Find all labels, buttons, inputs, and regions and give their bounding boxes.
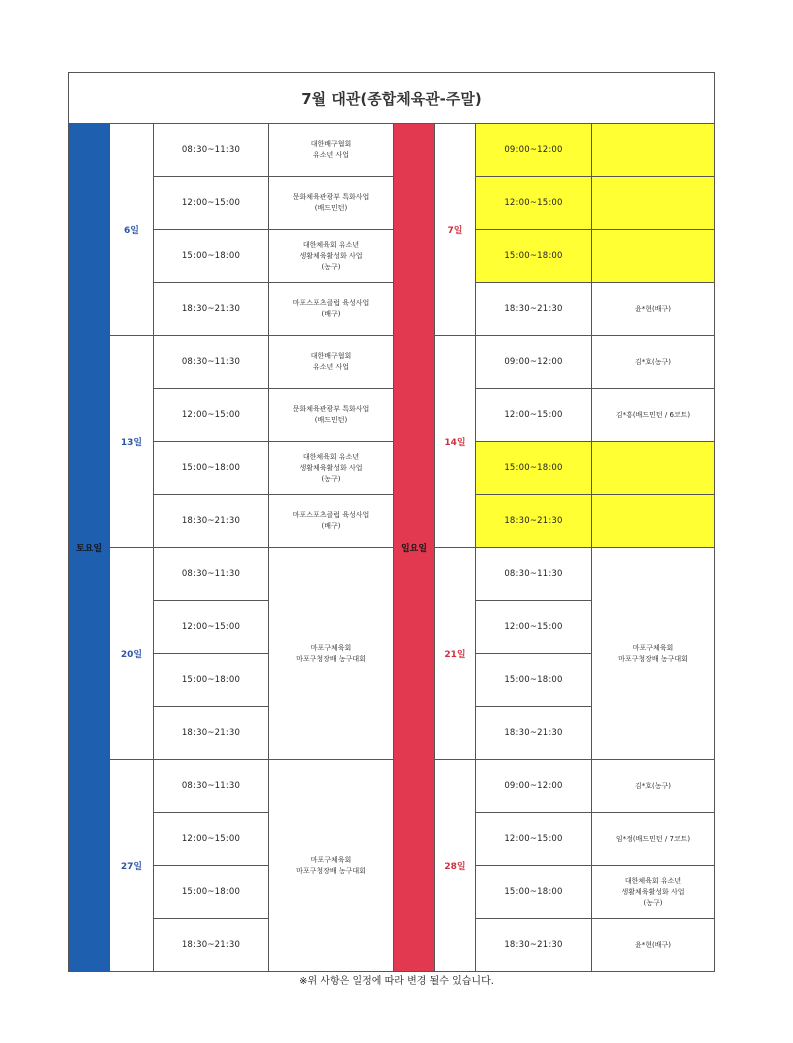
time-slot: 18:30~21:30 xyxy=(154,707,269,760)
time-slot: 08:30~11:30 xyxy=(476,548,592,601)
saturday-date: 20일 xyxy=(110,548,154,760)
program-line: 대한체육회 유소년 xyxy=(302,452,360,461)
program-line: 문화체육관광부 특화사업 xyxy=(292,193,370,201)
table-row xyxy=(69,495,715,548)
program-cell xyxy=(269,124,394,177)
time-slot: 12:00~15:00 xyxy=(476,813,592,866)
program-line: 마포구체육회 xyxy=(310,643,352,652)
time-slot: 15:00~18:00 xyxy=(154,442,269,495)
sunday-date: 14일 xyxy=(435,336,476,548)
program-cell xyxy=(269,177,394,230)
table-row xyxy=(69,124,715,177)
time-slot: 15:00~18:00 xyxy=(154,866,269,919)
program-line: 유소년 사업 xyxy=(312,363,350,371)
time-slot: 12:00~15:00 xyxy=(154,177,269,230)
program-line: 윤*현(배구) xyxy=(634,304,671,313)
time-slot: 15:00~18:00 xyxy=(154,230,269,283)
program-line: 마포구체육회 xyxy=(632,643,674,652)
saturday-date: 6일 xyxy=(110,124,154,336)
time-slot: 09:00~12:00 xyxy=(476,336,592,389)
sunday-date: 21일 xyxy=(435,548,476,760)
program-cell xyxy=(269,548,394,760)
time-slot: 15:00~18:00 xyxy=(476,230,592,283)
time-slot: 15:00~18:00 xyxy=(476,866,592,919)
program-cell xyxy=(592,919,715,972)
program-line: 김*흥(배드민턴 / 6코트) xyxy=(615,410,691,419)
program-line: (배드민턴) xyxy=(314,416,348,424)
table-row xyxy=(69,442,715,495)
program-cell xyxy=(592,336,715,389)
program-cell xyxy=(592,389,715,442)
saturday-date: 13일 xyxy=(110,336,154,548)
table-row xyxy=(69,760,715,813)
time-slot: 12:00~15:00 xyxy=(154,389,269,442)
time-slot: 18:30~21:30 xyxy=(476,919,592,972)
program-line: 마포구청장배 농구대회 xyxy=(296,866,366,875)
program-line: 김*호(농구) xyxy=(634,357,671,366)
table-row xyxy=(69,230,715,283)
program-line: 마포구청장배 농구대회 xyxy=(618,654,688,663)
program-cell xyxy=(592,124,715,177)
program-line: 대한배구협회 xyxy=(310,140,352,148)
program-cell xyxy=(269,389,394,442)
time-slot: 18:30~21:30 xyxy=(154,283,269,336)
schedule-sheet xyxy=(68,72,714,968)
schedule-table xyxy=(68,72,715,972)
time-slot: 15:00~18:00 xyxy=(476,654,592,707)
page-title: 7월 대관(종합체육관-주말) xyxy=(69,73,715,124)
program-line: 대한체육회 유소년 xyxy=(624,876,682,885)
time-slot: 09:00~12:00 xyxy=(476,760,592,813)
program-line: (농구) xyxy=(643,898,663,907)
time-slot: 08:30~11:30 xyxy=(154,336,269,389)
program-line: 마포구체육회 xyxy=(310,855,352,864)
program-cell xyxy=(592,760,715,813)
time-slot: 12:00~15:00 xyxy=(476,601,592,654)
program-line: 임*정(배드민턴 / 7코트) xyxy=(615,834,691,843)
program-cell xyxy=(592,283,715,336)
saturday-date: 27일 xyxy=(110,760,154,972)
program-line: (배드민턴) xyxy=(314,204,348,212)
program-line: (배구) xyxy=(321,522,341,530)
program-cell xyxy=(269,495,394,548)
program-line: 생활체육활성화 사업 xyxy=(621,887,685,896)
time-slot: 08:30~11:30 xyxy=(154,124,269,177)
program-line: 유소년 사업 xyxy=(312,151,350,159)
time-slot: 08:30~11:30 xyxy=(154,760,269,813)
time-slot: 12:00~15:00 xyxy=(154,601,269,654)
program-line: 마포스포츠클럽 육성사업 xyxy=(292,299,370,307)
program-line: (농구) xyxy=(321,262,341,271)
program-line: 마포스포츠클럽 육성사업 xyxy=(292,511,370,519)
program-cell xyxy=(269,336,394,389)
program-cell xyxy=(592,230,715,283)
table-row xyxy=(69,283,715,336)
program-line: 문화체육관광부 특화사업 xyxy=(292,405,370,413)
program-cell xyxy=(269,442,394,495)
program-line: (배구) xyxy=(321,310,341,318)
program-line: 생활체육활성화 사업 xyxy=(299,463,363,472)
sunday-date: 7일 xyxy=(435,124,476,336)
table-row xyxy=(69,548,715,601)
program-cell xyxy=(592,548,715,760)
time-slot: 18:30~21:30 xyxy=(476,283,592,336)
program-line: 윤*현(배구) xyxy=(634,940,671,949)
time-slot: 18:30~21:30 xyxy=(476,707,592,760)
time-slot: 18:30~21:30 xyxy=(476,495,592,548)
table-row xyxy=(69,336,715,389)
time-slot: 12:00~15:00 xyxy=(476,389,592,442)
time-slot: 12:00~15:00 xyxy=(154,813,269,866)
program-cell xyxy=(269,283,394,336)
program-line: 대한체육회 유소년 xyxy=(302,240,360,249)
time-slot: 09:00~12:00 xyxy=(476,124,592,177)
saturday-band: 토요일 xyxy=(69,124,110,972)
program-cell xyxy=(269,760,394,972)
program-line: 마포구청장배 농구대회 xyxy=(296,654,366,663)
footnote: ※위 사항은 일정에 따라 변경 될수 있습니다. xyxy=(299,976,494,987)
program-cell xyxy=(592,813,715,866)
program-cell xyxy=(592,495,715,548)
program-cell xyxy=(592,177,715,230)
table-row xyxy=(69,177,715,230)
table-row xyxy=(69,389,715,442)
time-slot: 12:00~15:00 xyxy=(476,177,592,230)
time-slot: 15:00~18:00 xyxy=(154,654,269,707)
program-cell xyxy=(269,230,394,283)
sunday-band: 일요일 xyxy=(394,124,435,972)
time-slot: 18:30~21:30 xyxy=(154,919,269,972)
program-line: 김*호(농구) xyxy=(634,781,671,790)
time-slot: 18:30~21:30 xyxy=(154,495,269,548)
program-line: 생활체육활성화 사업 xyxy=(299,251,363,260)
time-slot: 08:30~11:30 xyxy=(154,548,269,601)
program-cell xyxy=(592,866,715,919)
sunday-date: 28일 xyxy=(435,760,476,972)
time-slot: 15:00~18:00 xyxy=(476,442,592,495)
program-line: 대한배구협회 xyxy=(310,352,352,360)
program-line: (농구) xyxy=(321,474,341,483)
program-cell xyxy=(592,442,715,495)
